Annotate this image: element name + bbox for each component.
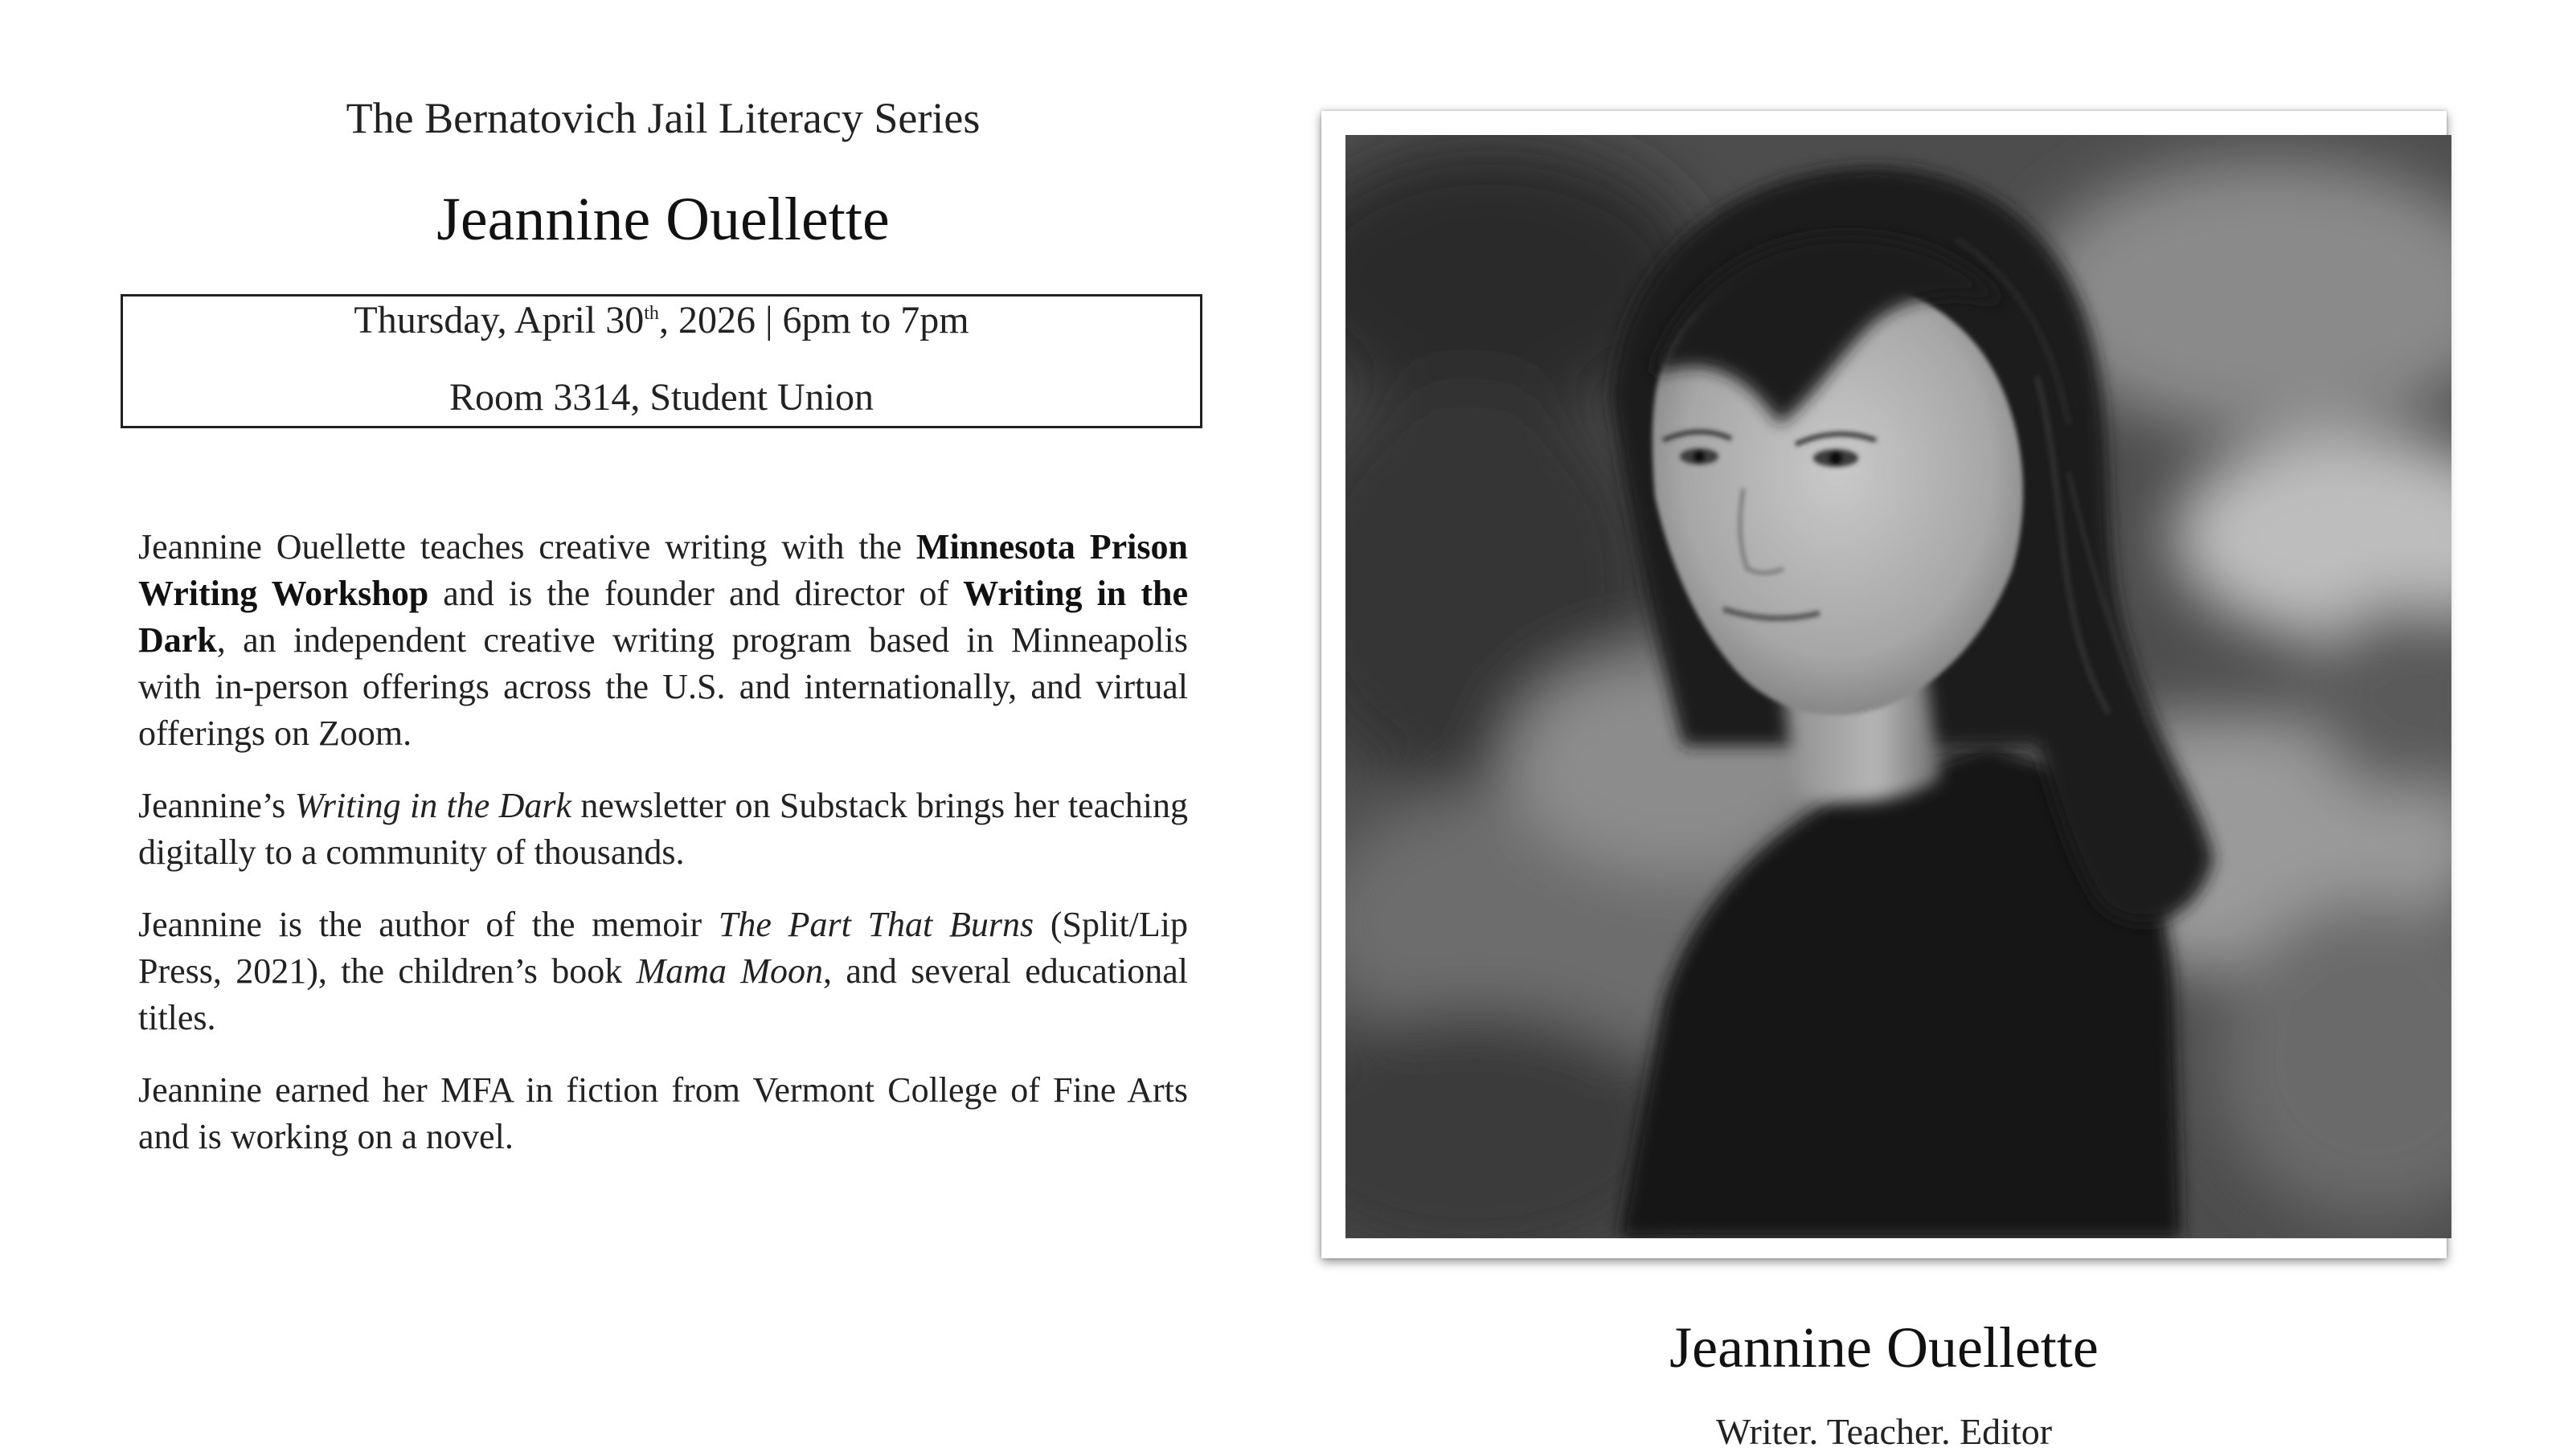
bio-org-name: Minnesota Prison Writing Workshop — [138, 527, 1188, 613]
bio-book-title: Mama Moon — [636, 951, 824, 991]
bio-book-title: The Part That Burns — [718, 905, 1034, 944]
event-date-time — [123, 297, 1200, 345]
portrait-caption-name: Jeannine Ouellette — [1669, 1315, 2099, 1380]
series-title: The Bernatovich Jail Literacy Series — [346, 94, 981, 142]
bio-text: Jeannine earned her MFA in fiction from Vermont College of Fine Arts and is working on a novel. — [138, 1070, 1188, 1156]
event-location: Room 3314, Student Union — [448, 376, 874, 419]
portrait-image — [1345, 135, 2451, 1238]
portrait-frame — [1321, 111, 2447, 1258]
bio-text: Jeannine is the author of the memoir — [138, 905, 719, 944]
event-date-ordinal: th — [644, 303, 659, 324]
speaker-name-heading: Jeannine Ouellette — [436, 186, 890, 253]
bio-paragraph-4 — [138, 1067, 1188, 1160]
event-date-suffix: , 2026 | 6pm to 7pm — [658, 299, 969, 342]
bio-paragraph-2 — [138, 783, 1188, 876]
portrait-caption-role: Writer. Teacher. Editor — [1715, 1411, 2053, 1452]
bio-program-name: Writing in the Dark — [138, 574, 1188, 660]
event-date-prefix: Thursday, April 30 — [354, 299, 645, 342]
bio-newsletter-title: Writing in the Dark — [294, 786, 572, 825]
bio-text: Jeannine Ouellette teaches creative writing with the — [138, 527, 916, 566]
bio-text: , and several educational titles. — [138, 951, 1188, 1037]
event-details-box — [121, 294, 1202, 428]
bio-text: newsletter on Substack brings her teaching digitally to a community of thousands. — [138, 786, 1188, 872]
bio-paragraph-3 — [138, 902, 1188, 1041]
bio-text: (Split/Lip Press, 2021), the children’s book — [138, 905, 1189, 991]
bio-text: , an independent creative writing program based in Minneapolis with in-person offerings across the U.S. and internationally, and virtual offerings on Zoom. — [138, 620, 1188, 753]
bio-text: Jeannine’s — [138, 786, 295, 825]
speaker-bio — [138, 524, 1188, 1186]
portrait-photo — [1345, 135, 2451, 1238]
bio-text: and is the founder and director of — [428, 574, 964, 613]
bio-paragraph-1 — [138, 524, 1188, 757]
